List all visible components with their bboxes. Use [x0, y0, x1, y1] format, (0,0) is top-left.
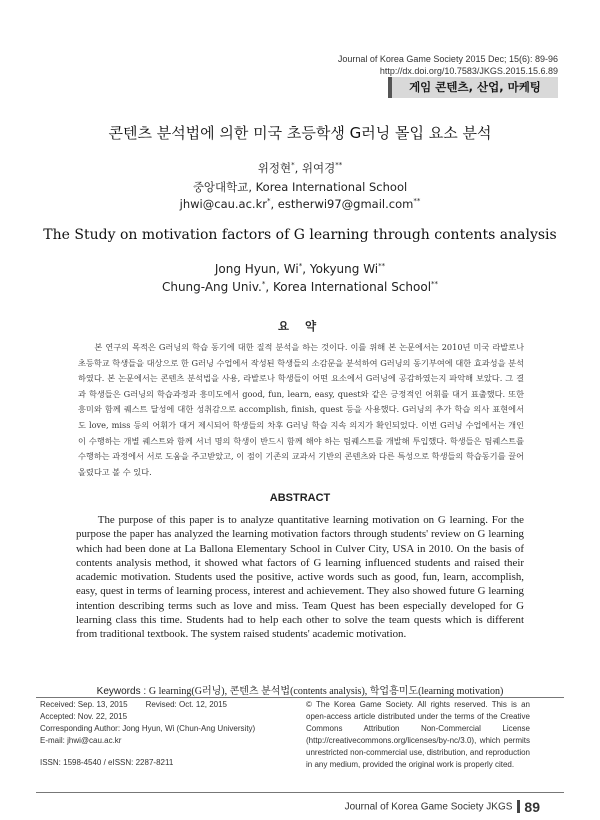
author-separator-en: ,: [302, 262, 310, 276]
author-emails: [0, 197, 600, 211]
page-footer: [345, 799, 540, 815]
issn: ISSN: 1598-4540 / eISSN: 2287-8211: [40, 758, 174, 767]
author-1-name-en: Jong Hyun, Wi: [214, 262, 299, 276]
keywords-label: Keywords :: [96, 686, 149, 697]
footer-journal-name: Journal of Korea Game Society JKGS: [344, 801, 513, 813]
footer-separator-bar: [517, 800, 520, 813]
authors-english: [0, 262, 600, 276]
received-date: Received: Sep. 13, 2015: [40, 700, 128, 709]
author-1-mark-en: *: [298, 262, 303, 270]
journal-line: Journal of Korea Game Society 2015 Dec; 15(6): 89-96: [337, 54, 558, 64]
page-number: 89: [524, 799, 540, 815]
email-separator: ,: [270, 197, 278, 211]
license-notice: © The Korea Game Society. All rights reserved. This is an open-access article distributed under the terms of the Creative Commons Attribution Non-Commercial License (http://creativecommons.org/licenses/by-nc/3.0), which permits unrestricted non-commercial use, distribution, and reproduction in any medium, provided the original work is properly cited.: [306, 700, 530, 769]
footer-top-rule: [36, 697, 564, 698]
email-2-mark: **: [413, 197, 421, 206]
email-1-mark: *: [266, 197, 271, 206]
footer-bottom-rule: [36, 792, 564, 793]
author-2-name-en: Yokyung Wi: [309, 262, 379, 276]
accepted-date: Accepted: Nov. 22, 2015: [40, 712, 128, 721]
revised-date: Revised: Oct. 12, 2015: [145, 700, 228, 709]
abstract-korean-heading: 요 약: [277, 319, 323, 333]
affiliation-1-mark: *: [261, 280, 266, 288]
author-1-mark: *: [291, 161, 295, 170]
author-2-name: 위여경: [301, 161, 336, 175]
affiliation-separator: ,: [265, 280, 273, 294]
affiliation-2: Korea International School: [272, 280, 432, 294]
abstract-korean-body: 본 연구의 목적은 G러닝의 학습 동기에 대한 질적 분석을 하는 것이다. 이를 위해 본 논문에서는 2010년 미국 라발로나 초등학교 학생들을 대상으로 한 G러닝 수업에서 작성된 학생들의 소감문을 분석하여 G러닝의 동기부여에 대한 효과성을 분석하였다. 본 논문에서는 콘텐츠 분석법을 사용, 라발로나 학생들이 어떤 요소에서 G러닝에 공감하였는지 파악해 보았다. 그 결과 학생들은 G러닝의 학습과정과 흥미도에서 good, fun, learn, easy, quest와 같은 긍정적인 어휘를 대거 표출했다. 또한 흥미와 함께 퀘스트 달성에 대한 성취감으로 accomplish, finish, quest 등을 사용했다. G러닝의 추가 학습 의사 표현에서도 love, miss 등의 어휘가 대거 제시되어 학생들의 차후 G러닝 학습 지속 의지가 확인되었다. 이번 G러닝 수업에서는 개인이 수행하는 개별 퀘스트와 함께 서너 명의 학생이 반드시 함께 해야 하는 팀퀘스트를 개발해 투입했다. 학생들은 팀퀘스트를 수행하는 과정에서 서로 도움을 주고받았고, 이 점이 기존의 교과서 기반의 콘텐츠와 다른 특성으로 학생들의 학습동기를 끌어올렸다고 볼 수 있다.: [78, 342, 524, 477]
affiliation-english: [0, 280, 600, 294]
keywords-line: [0, 682, 600, 697]
abstract-english-body: The purpose of this paper is to analyze quantitative learning motivation on G learning. For the purpose the paper has analyzed the learning motivation factors through students' review on G learning which had been done at La Ballona Elementary School in Culver City, USA in 2010. On the basis of contents analysis method, it showed what factors of G learning influenced students and raised their academic motivation. Students used the positive, active words such as good, fun, learn, accomplish, easy, quest in terms of learning process, interest and achievement. They also showed future G learning intention describing terms such as love and miss. Team Quest has been especially developed for G learning class this time. Students had to help each other to solve the team quests which is different from traditional textbook. The system raised students' academic motivation.: [76, 514, 524, 641]
authors-korean: [0, 160, 600, 176]
article-history: [40, 699, 290, 769]
category-badge: 게임 콘텐츠, 산업, 마케팅: [388, 77, 558, 98]
doi-link[interactable]: http://dx.doi.org/10.7583/JKGS.2015.15.6.89: [379, 66, 558, 76]
affiliation-korean: 중앙대학교, Korea International School: [192, 180, 408, 194]
author-2-mark: **: [335, 161, 343, 170]
affiliation-2-mark: **: [431, 280, 439, 288]
corresponding-email[interactable]: E-mail: jhwi@cau.ac.kr: [40, 736, 122, 745]
email-2[interactable]: estherwi97@gmail.com: [277, 197, 414, 211]
keywords-text: G learning(G러닝), 콘텐츠 분석법(contents analysis), 학업흥미도(learning motivation): [148, 686, 504, 697]
author-2-mark-en: **: [378, 262, 386, 270]
title-korean: 콘텐츠 분석법에 의한 미국 초등학생 G러닝 몰입 요소 분석: [108, 124, 492, 142]
journal-citation: [338, 53, 558, 77]
author-separator: ,: [294, 161, 302, 175]
corresponding-author: Corresponding Author: Jong Hyun, Wi (Chun-Ang University): [40, 724, 256, 733]
email-1[interactable]: jhwi@cau.ac.kr: [179, 197, 267, 211]
title-english: The Study on motivation factors of G learning through contents analysis: [43, 227, 557, 243]
abstract-english-heading: ABSTRACT: [269, 492, 331, 504]
author-1-name: 위정현: [257, 161, 292, 175]
affiliation-1: Chung-Ang Univ.: [161, 280, 262, 294]
